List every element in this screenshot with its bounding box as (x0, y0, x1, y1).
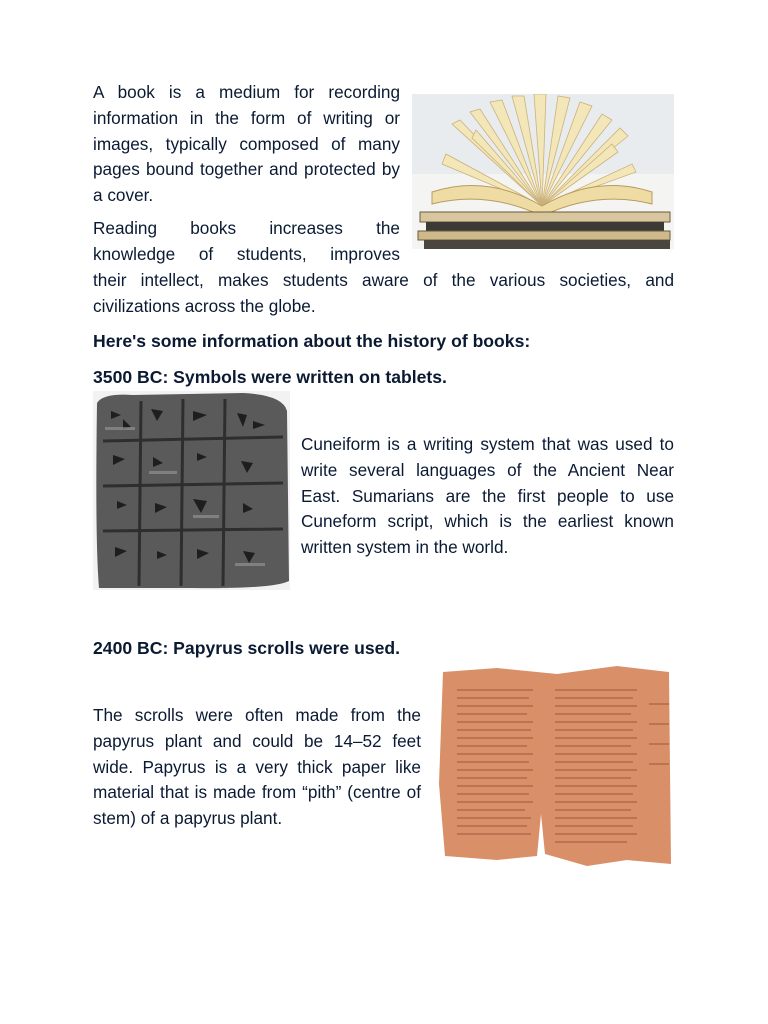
intro-definition: A book is a medium for recording information in the form of writing or images, typically composed of many pages bound together and protected by a cover. (93, 82, 400, 206)
open-book-image (412, 94, 674, 249)
papyrus-scroll-image (437, 664, 672, 867)
cuneiform-tablet-image (93, 391, 290, 590)
reading-paragraph-rest: their intellect, makes students aware of the various societies, and civilizations across the globe. (93, 270, 674, 316)
reading-paragraph-lead: Reading books increases the knowledge of students, improves (93, 218, 400, 264)
papyrus-paragraph: The scrolls were often made from the papyrus plant and could be 14–52 feet wide. Papyrus is a very thick paper like material that is made from “pith” (centre of stem) of a papyrus plant. (93, 705, 421, 829)
era-heading-2400bc: 2400 BC: Papyrus scrolls were used. (93, 638, 401, 658)
history-heading: Here's some information about the history of books: (93, 331, 531, 351)
era-heading-3500bc: 3500 BC: Symbols were written on tablets. (93, 367, 447, 387)
cuneiform-paragraph: Cuneiform is a writing system that was used to write several languages of the Ancient Near East. Sumarians are the first people to use Cuneform script, which is the earliest known written system in the world. (301, 434, 674, 558)
